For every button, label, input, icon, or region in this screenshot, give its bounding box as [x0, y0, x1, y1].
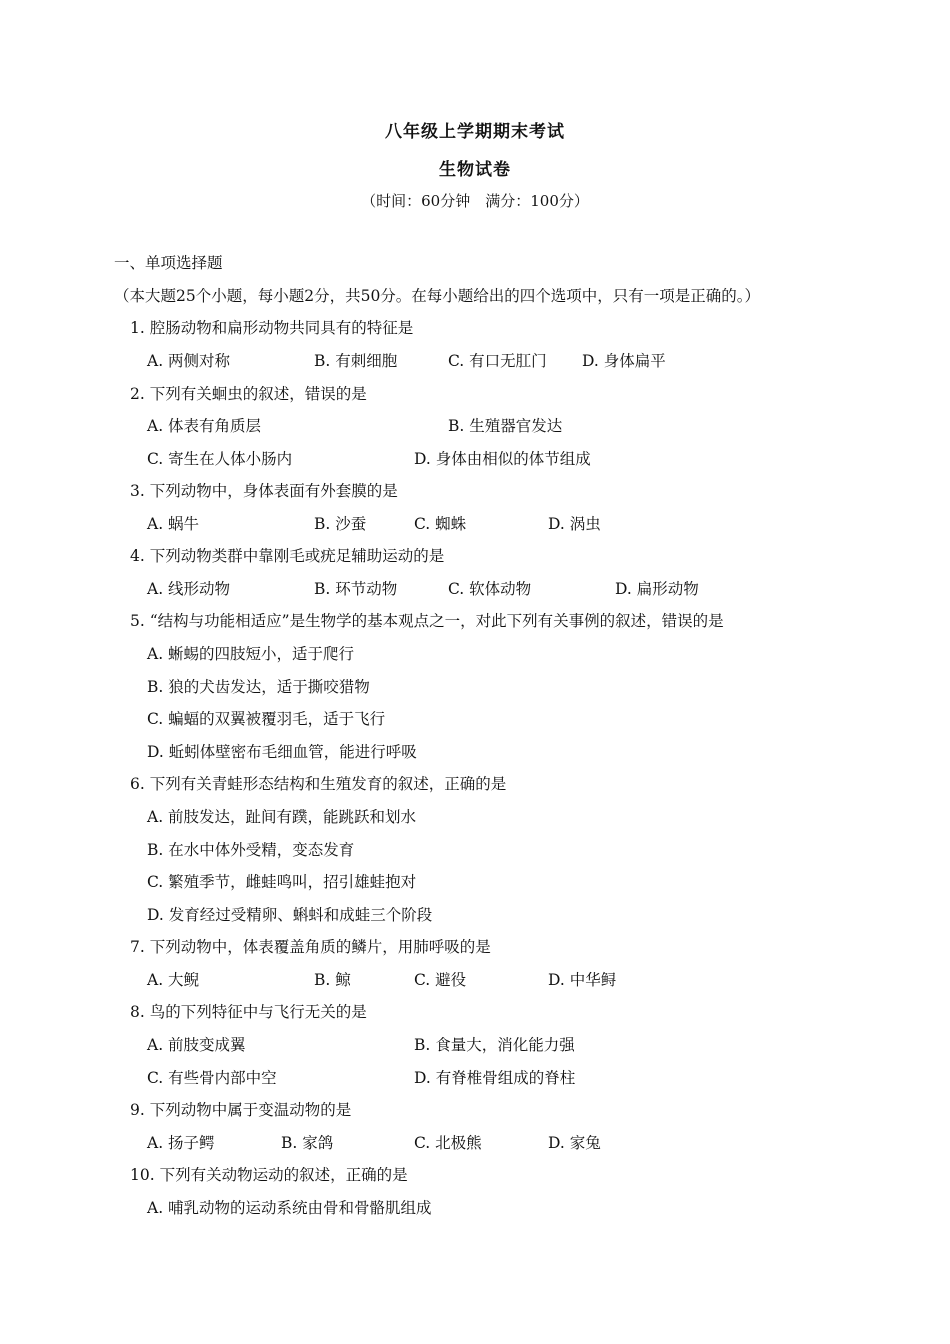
question-4-option-c: C. 软体动物: [448, 580, 532, 598]
question-1-stem: 1. 腔肠动物和扁形动物共同具有的特征是: [130, 319, 414, 337]
question-2-option-d: D. 身体由相似的体节组成: [414, 450, 591, 468]
question-4-option-b: B. 环节动物: [314, 580, 398, 598]
question-3-option-d: D. 涡虫: [548, 515, 601, 533]
question-6-option-d: D. 发育经过受精卵、蝌蚪和成蛙三个阶段: [147, 906, 433, 924]
question-7-option-c: C. 避役: [414, 971, 467, 989]
question-9-option-c: C. 北极熊: [414, 1134, 482, 1152]
question-8-option-a: A. 前肢变成翼: [147, 1036, 246, 1054]
section-heading: 一、单项选择题: [114, 254, 223, 272]
question-2-option-c: C. 寄生在人体小肠内: [147, 450, 293, 468]
question-3-option-b: B. 沙蚕: [314, 515, 367, 533]
question-5-option-a: A. 蜥蜴的四肢短小，适于爬行: [147, 645, 355, 663]
question-9-stem: 9. 下列动物中属于变温动物的是: [130, 1101, 352, 1119]
question-6-option-c: C. 繁殖季节，雌蛙鸣叫，招引雄蛙抱对: [147, 873, 417, 891]
question-4-option-d: D. 扁形动物: [615, 580, 699, 598]
question-4-option-a: A. 线形动物: [147, 580, 231, 598]
question-8-option-c: C. 有些骨内部中空: [147, 1069, 277, 1087]
question-2-stem: 2. 下列有关蛔虫的叙述，错误的是: [130, 385, 367, 403]
question-5-option-d: D. 蚯蚓体壁密布毛细血管，能进行呼吸: [147, 743, 417, 761]
question-9-option-b: B. 家鸽: [281, 1134, 334, 1152]
question-8-option-b: B. 食量大，消化能力强: [414, 1036, 575, 1054]
question-5-option-b: B. 狼的犬齿发达，适于撕咬猎物: [147, 678, 370, 696]
exam-title: 八年级上学期期末考试: [385, 122, 565, 142]
question-2-option-a: A. 体表有角质层: [147, 417, 262, 435]
question-6-option-a: A. 前肢发达，趾间有蹼，能跳跃和划水: [147, 808, 417, 826]
question-2-option-b: B. 生殖器官发达: [448, 417, 563, 435]
question-1-option-c: C. 有口无肛门: [448, 352, 547, 370]
question-1-option-d: D. 身体扁平: [582, 352, 666, 370]
question-7-stem: 7. 下列动物中，体表覆盖角质的鳞片，用肺呼吸的是: [130, 938, 491, 956]
question-4-stem: 4. 下列动物类群中靠刚毛或疣足辅助运动的是: [130, 547, 445, 565]
question-6-stem: 6. 下列有关青蛙形态结构和生殖发育的叙述，正确的是: [130, 775, 507, 793]
question-8-stem: 8. 鸟的下列特征中与飞行无关的是: [130, 1003, 367, 1021]
question-1-option-b: B. 有刺细胞: [314, 352, 398, 370]
section-instruction: （本大题25个小题，每小题2分，共50分。在每小题给出的四个选项中，只有一项是正确的。）: [114, 287, 761, 305]
question-7-option-a: A. 大鲵: [147, 971, 200, 989]
question-3-stem: 3. 下列动物中，身体表面有外套膜的是: [130, 482, 398, 500]
question-7-option-b: B. 鲸: [314, 971, 351, 989]
question-10-stem: 10. 下列有关动物运动的叙述，正确的是: [130, 1166, 408, 1184]
question-5-stem: 5. “结构与功能相适应”是生物学的基本观点之一，对此下列有关事例的叙述，错误的是: [130, 612, 724, 630]
question-6-option-b: B. 在水中体外受精，变态发育: [147, 841, 355, 859]
question-7-option-d: D. 中华鲟: [548, 971, 617, 989]
question-8-option-d: D. 有脊椎骨组成的脊柱: [414, 1069, 576, 1087]
question-5-option-c: C. 蝙蝠的双翼被覆羽毛，适于飞行: [147, 710, 386, 728]
question-9-option-d: D. 家兔: [548, 1134, 601, 1152]
exam-info: （时间：60分钟 满分：100分）: [361, 192, 589, 210]
exam-subject: 生物试卷: [439, 160, 511, 180]
question-1-option-a: A. 两侧对称: [147, 352, 231, 370]
question-9-option-a: A. 扬子鳄: [147, 1134, 215, 1152]
question-10-option-a: A. 哺乳动物的运动系统由骨和骨骼肌组成: [147, 1199, 432, 1217]
question-3-option-a: A. 蜗牛: [147, 515, 200, 533]
question-3-option-c: C. 蜘蛛: [414, 515, 467, 533]
